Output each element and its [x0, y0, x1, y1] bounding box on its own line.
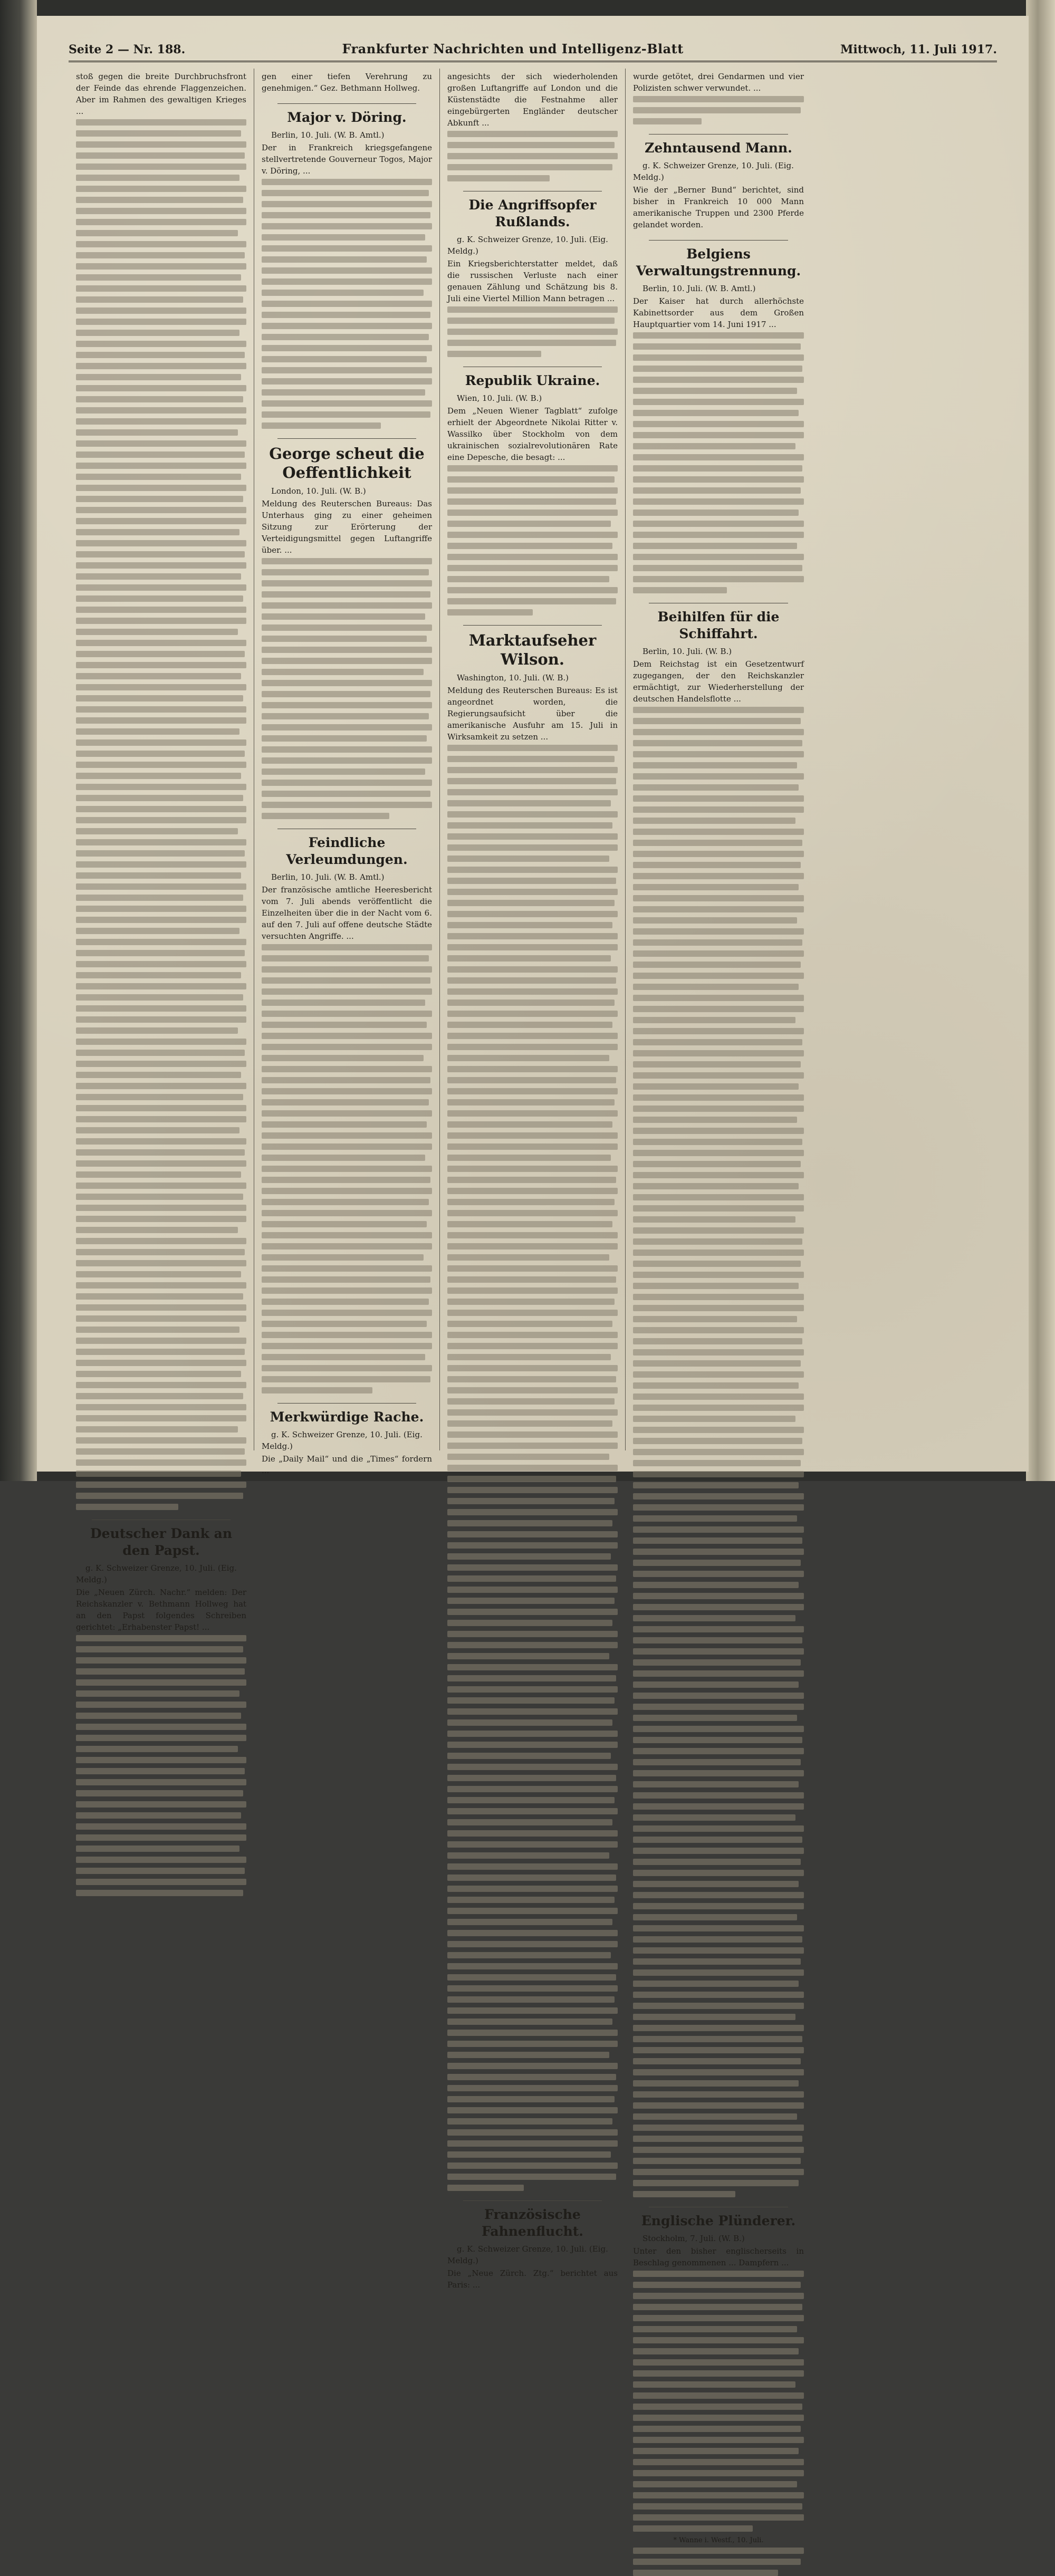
article-papst: [76, 1525, 246, 1896]
column-divider-rule: [463, 2200, 602, 2201]
text-lines: [76, 1635, 246, 1896]
binding-edge: [0, 0, 37, 1481]
dateline: London, 10. Juli. (W. B.): [271, 486, 366, 496]
text-lines: [633, 96, 804, 124]
dateline: g. K. Schweizer Grenze, 10. Juli. (Eig. Meldg.): [76, 1563, 237, 1584]
text-lines: [262, 944, 432, 1393]
article-text: Der in Frankreich kriegsgefangene stellvertretende Gouverneur Togos, Major v. Döring, ...: [262, 143, 432, 176]
column-divider-rule: [277, 103, 416, 104]
article-verleumdungen: [262, 834, 432, 1393]
article-text: Meldung des Reuterschen Bureaus: Es ist angeordnet worden, die Regierungsaufsicht über die amerikanische Ausfuhr am 15. Juli in Wirksamkeit zu setzen ...: [447, 686, 618, 742]
article-text: Der französische amtliche Heeresbericht vom 7. Juli abends veröffentlicht die Einzelheiten über die in der Nacht vom 6. auf den 7. Juli auf offene deutsche Städte versuchten Angriffe. ...: [262, 885, 432, 941]
dateline: Berlin, 10. Juli. (W. B. Amtl.): [271, 130, 385, 140]
column-2: [254, 69, 440, 1475]
page-number: Seite 2 — Nr. 188.: [69, 43, 186, 56]
article-text: Der Kaiser hat durch allerhöchste Kabinettsorder aus dem Großen Hauptquartier vom 14. Juni 1917 ...: [633, 296, 804, 329]
article-fahnenflucht: [447, 2206, 618, 2291]
article-continuation: [633, 71, 804, 124]
article-continuation: [76, 71, 246, 1510]
article-ukraine: [447, 372, 618, 616]
headline: Merkwürdige Rache.: [270, 1409, 424, 1425]
newspaper-title: Frankfurter Nachrichten und Intelligenz-Blatt: [342, 41, 684, 56]
text-lines: [76, 119, 246, 1510]
article-text: Dem „Neuen Wiener Tagblatt“ zufolge erhielt der Abgeordnete Nikolai Ritter v. Wassilko über Stockholm von dem ukrainischen sozialrevolutionären Rate eine Depesche, die besagt: ...: [447, 406, 618, 462]
article-continuation: [447, 71, 618, 181]
article-text: Meldung des Reuterschen Bureaus: Das Unterhaus ging zu einer geheimen Sitzung zur Erörterung der Verteidigungsmittel gegen Luftangriffe über. ...: [262, 499, 432, 555]
article-george: [262, 444, 432, 819]
dateline: g. K. Schweizer Grenze, 10. Juli. (Eig. Meldg.): [262, 1430, 423, 1451]
article-rache: [262, 1409, 432, 1476]
article-text: gen einer tiefen Verehrung zu genehmigen.“ Gez. Bethmann Hollweg.: [262, 72, 432, 93]
text-lines: [262, 558, 432, 819]
headline: Englische Plünderer.: [641, 2213, 796, 2228]
dateline: g. K. Schweizer Grenze, 10. Juli. (Eig. Meldg.): [447, 235, 608, 256]
article-text: Ein Kriegsberichterstatter meldet, daß die russischen Verluste nach einer genauen Zählung und Schätzung bis 8. Juli eine Viertel Million Mann betragen ...: [447, 259, 618, 303]
issue-date: Mittwoch, 11. Juli 1917.: [840, 43, 997, 56]
article-continuation: [262, 71, 432, 94]
text-lines: [447, 745, 618, 2191]
text-lines: [447, 131, 618, 181]
text-lines: [262, 179, 432, 429]
headline: Major v. Döring.: [287, 110, 407, 125]
article-columns: [69, 69, 997, 2544]
column-3: [440, 69, 626, 2290]
headline: Deutscher Dank an den Papst.: [90, 1526, 233, 1558]
headline: Republik Ukraine.: [465, 373, 600, 388]
article-text: Dem Reichstag ist ein Gesetzentwurf zugegangen, der den Reichskanzler ermächtigt, zur Wiederherstellung der deutschen Handelsflotte ...: [633, 659, 804, 704]
article-text: angesichts der sich wiederholenden großen Luftangriffe auf London und die Küstenstädte die Festnahme aller eingebürgerten Engländer deutscher Abkunft ...: [447, 72, 618, 128]
column-1: [69, 69, 254, 1632]
dateline: Berlin, 10. Juli. (W. B. Amtl.): [642, 284, 756, 293]
column-divider-rule: [277, 1403, 416, 1404]
column-divider-rule: [277, 438, 416, 439]
headline: Beihilfen für die Schiffahrt.: [657, 609, 780, 641]
article-zehntausend: [633, 140, 804, 230]
article-schiffahrt: [633, 609, 804, 2197]
text-lines: [447, 465, 618, 616]
dateline: g. K. Schweizer Grenze, 10. Juli. (Eig. Meldg.): [633, 161, 794, 182]
article-text: Wie der „Berner Bund“ berichtet, sind bisher in Frankreich 10 000 Mann amerikanische Truppen und 2300 Pferde gelandet worden.: [633, 185, 804, 229]
dateline: g. K. Schweizer Grenze, 10. Juli. (Eig. Meldg.): [447, 2244, 608, 2265]
article-text: Die „Neue Zürch. Ztg.“ berichtet aus Paris: ...: [447, 2269, 618, 2290]
column-4: [626, 69, 811, 2544]
footnote-dateline: * Wanne i. Westf., 10. Juli.: [673, 2536, 764, 2544]
column-divider-rule: [649, 240, 788, 241]
headline: George scheut die Oeffentlichkeit: [269, 445, 425, 482]
headline: Feindliche Verleumdungen.: [286, 835, 408, 867]
newspaper-page: [37, 16, 1029, 2544]
headline: Die Angriffsopfer Rußlands.: [468, 197, 597, 229]
article-text: stoß gegen die breite Durchbruchsfront der Feinde das ehrende Flaggenzeichen. Aber im Rahmen des gewaltigen Krieges ...: [76, 72, 246, 116]
text-lines: [633, 707, 804, 2197]
dateline: Berlin, 10. Juli. (W. B.): [642, 647, 732, 656]
dateline: Stockholm, 7. Juli. (W. B.): [642, 2234, 745, 2243]
article-belgiens: [633, 246, 804, 593]
headline: Zehntausend Mann.: [645, 140, 792, 156]
text-lines: [447, 306, 618, 357]
text-lines: [633, 2271, 804, 2532]
dateline: Washington, 10. Juli. (W. B.): [457, 673, 569, 683]
text-lines: [633, 2548, 804, 2576]
article-wilson: [447, 631, 618, 2191]
text-lines: [633, 332, 804, 593]
adjacent-page-edge: [1026, 0, 1055, 1481]
article-text: Die „Daily Mail“ und die „Times“ fordern ...: [262, 1454, 432, 1475]
article-text: wurde getötet, drei Gendarmen und vier Polizisten schwer verwundet. ...: [633, 72, 804, 93]
article-pluenderer: [633, 2213, 804, 2576]
article-doering: [262, 109, 432, 429]
article-text: Unter den bisher englischerseits in Beschlag genommenen ... Dampfern ...: [633, 2246, 804, 2267]
headline: Marktaufseher Wilson.: [468, 631, 597, 668]
article-angriffsopfer: [447, 197, 618, 357]
dateline: Berlin, 10. Juli. (W. B. Amtl.): [271, 872, 385, 882]
dateline: Wien, 10. Juli. (W. B.): [457, 393, 542, 403]
headline: Französische Fahnenflucht.: [481, 2207, 584, 2239]
page-header: [69, 36, 997, 62]
headline: Belgiens Verwaltungstrennung.: [636, 246, 801, 278]
article-text: Die „Neuen Zürch. Nachr.“ melden: Der Reichskanzler v. Bethmann Hollweg hat an den Papst folgendes Schreiben gerichtet: „Erhabenster Papst! ...: [76, 1588, 246, 1632]
column-divider-rule: [463, 625, 602, 626]
